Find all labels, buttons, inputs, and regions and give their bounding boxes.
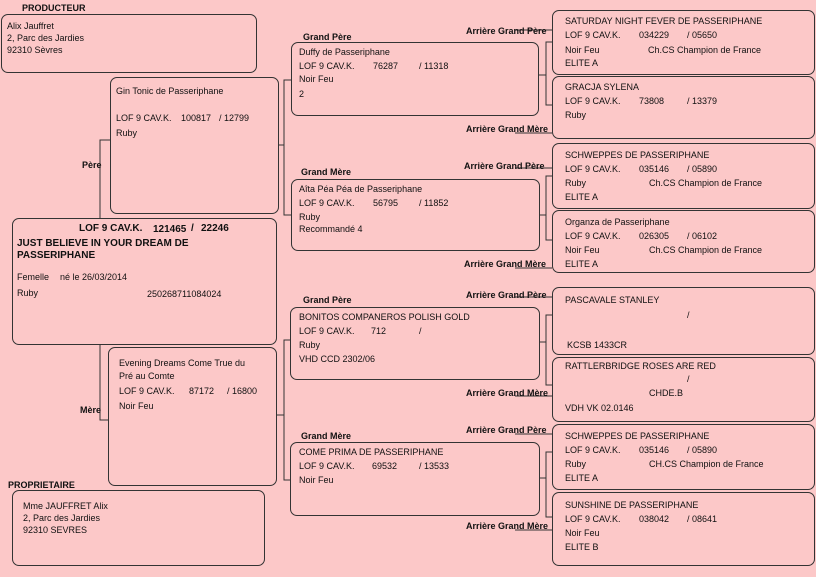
gp2-num1: 56795	[373, 198, 399, 208]
ggp1-label: Arrière Grand Père	[466, 26, 547, 36]
ggp2-label: Arrière Grand Mère	[466, 124, 549, 134]
gp3-box	[290, 307, 540, 380]
subject-sex: Femelle	[17, 272, 50, 282]
gp3-color: Ruby	[299, 340, 321, 350]
ggp7-num1: 035146	[639, 445, 670, 455]
mother-box	[108, 347, 277, 486]
subject-color: Ruby	[17, 288, 39, 298]
gp4-num1: 69532	[372, 461, 398, 471]
mother-name-2: Pré au Comte	[119, 371, 175, 381]
ggp4-name: Organza de Passeriphane	[565, 217, 670, 227]
gp4-name: COME PRIMA DE PASSERIPHANE	[299, 447, 444, 457]
mere-label: Mère	[80, 405, 102, 415]
ggp6-slash: /	[687, 374, 690, 384]
ggp3-color: Ruby	[565, 178, 587, 188]
gp1-num1: 76287	[373, 61, 399, 71]
ggp8-label: Arrière Grand Mère	[466, 521, 549, 531]
ggp3-extra: ELITE A	[565, 192, 599, 202]
owner-city: 92310 SEVRES	[23, 525, 88, 535]
ggp3-box	[552, 143, 815, 209]
gp3-num2: /	[419, 326, 422, 336]
ggp3-name: SCHWEPPES DE PASSERIPHANE	[565, 150, 710, 160]
father-num2: / 12799	[219, 113, 250, 123]
subject-num1: 121465	[153, 224, 187, 235]
ggp8-box	[552, 492, 815, 566]
owner-box	[12, 490, 265, 566]
owner-street: 2, Parc des Jardies	[23, 513, 101, 523]
ggp7-box	[552, 424, 815, 490]
ggp8-lof: LOF 9 CAV.K.	[565, 514, 621, 524]
ggp4-color: Noir Feu	[565, 245, 600, 255]
subject-sep: /	[191, 223, 194, 234]
ggp4-label: Arrière Grand Mère	[464, 259, 547, 269]
gp4-num2: / 13533	[419, 461, 450, 471]
ggp2-name: GRACJA SYLENA	[565, 82, 640, 92]
ggp3-title: Ch.CS Champion de France	[649, 178, 763, 188]
ggp2-num1: 73808	[639, 96, 665, 106]
gp2-name: Aîta Péa Péa de Passeriphane	[299, 184, 423, 194]
gp1-label: Grand Père	[303, 32, 352, 42]
subject-birthdate: 26/03/2014	[82, 272, 128, 282]
ggp1-box	[552, 10, 815, 75]
gp3-name: BONITOS COMPANEROS POLISH GOLD	[299, 312, 470, 322]
ggp3-label: Arrière Grand Père	[464, 161, 545, 171]
ggp7-name: SCHWEPPES DE PASSERIPHANE	[565, 431, 710, 441]
producer-box	[1, 14, 257, 73]
ggp2-box	[552, 76, 815, 139]
mother-name-1: Evening Dreams Come True du	[119, 358, 246, 368]
ggp1-extra: ELITE A	[565, 58, 599, 68]
ggp1-num1: 034229	[639, 30, 670, 40]
ggp5-name: PASCAVALE STANLEY	[565, 295, 660, 305]
ggp7-num2: / 05890	[687, 445, 718, 455]
ggp5-extra: KCSB 1433CR	[567, 340, 628, 350]
gp1-extra: 2	[299, 89, 305, 99]
subject-box	[12, 218, 277, 345]
ggp6-label: Arrière Grand Mère	[466, 388, 549, 398]
gp2-color: Ruby	[299, 212, 321, 222]
gp3-num1: 712	[371, 326, 387, 336]
subject-num2: 22246	[201, 223, 229, 234]
ggp1-lof: LOF 9 CAV.K.	[565, 30, 621, 40]
ggp8-extra: ELITE B	[565, 542, 599, 552]
father-num1: 100817	[181, 113, 212, 123]
ggp5-box	[552, 287, 815, 355]
father-color: Ruby	[116, 128, 138, 138]
father-name: Gin Tonic de Passeriphane	[116, 86, 224, 96]
mother-num2: / 16800	[227, 386, 258, 396]
gp2-lof: LOF 9 CAV.K.	[299, 198, 355, 208]
ggp8-num1: 038042	[639, 514, 670, 524]
producer-name: Alix Jauffret	[7, 21, 54, 31]
gp3-label: Grand Père	[303, 295, 352, 305]
ggp1-num2: / 05650	[687, 30, 718, 40]
owner-heading: PROPRIETAIRE	[8, 480, 75, 490]
subject-name-2: PASSERIPHANE	[17, 250, 96, 261]
gp2-box	[291, 179, 540, 251]
ggp2-color: Ruby	[565, 110, 587, 120]
ggp1-title: Ch.CS Champion de France	[648, 45, 762, 55]
gp1-box	[291, 42, 539, 116]
mother-lof: LOF 9 CAV.K.	[119, 386, 175, 396]
ggp2-num2: / 13379	[687, 96, 718, 106]
owner-name: Mme JAUFFRET Alix	[23, 501, 108, 511]
ggp7-lof: LOF 9 CAV.K.	[565, 445, 621, 455]
gp2-num2: / 11852	[419, 198, 449, 208]
ggp6-box	[552, 357, 815, 422]
producer-street: 2, Parc des Jardies	[7, 33, 85, 43]
gp1-num2: / 11318	[419, 61, 449, 71]
father-box	[110, 77, 279, 214]
ggp8-color: Noir Feu	[565, 528, 600, 538]
father-lof: LOF 9 CAV.K.	[116, 113, 172, 123]
gp2-extra: Recommandé 4	[299, 224, 363, 234]
ggp7-extra: ELITE A	[565, 473, 599, 483]
ggp7-color: Ruby	[565, 459, 587, 469]
ggp4-extra: ELITE A	[565, 259, 599, 269]
subject-chip: 250268711084024	[147, 289, 222, 299]
gp3-lof: LOF 9 CAV.K.	[299, 326, 355, 336]
ggp6-extra: VDH VK 02.0146	[565, 403, 634, 413]
ggp6-name: RATTLERBRIDGE ROSES ARE RED	[565, 361, 716, 371]
ggp4-title: Ch.CS Champion de France	[649, 245, 763, 255]
ggp7-title: CH.CS Champion de France	[649, 459, 764, 469]
ggp4-num2: / 06102	[687, 231, 718, 241]
ggp1-name: SATURDAY NIGHT FEVER DE PASSERIPHANE	[565, 16, 763, 26]
gp4-lof: LOF 9 CAV.K.	[299, 461, 355, 471]
ggp8-num2: / 08641	[687, 514, 718, 524]
ggp7-label: Arrière Grand Père	[466, 425, 547, 435]
gp1-name: Duffy de Passeriphane	[299, 47, 390, 57]
gp4-box	[290, 442, 540, 516]
gp1-color: Noir Feu	[299, 74, 334, 84]
producer-heading: PRODUCTEUR	[22, 3, 86, 13]
ggp4-num1: 026305	[639, 231, 670, 241]
gp1-lof: LOF 9 CAV.K.	[299, 61, 355, 71]
ggp2-lof: LOF 9 CAV.K.	[565, 96, 621, 106]
ggp1-color: Noir Feu	[565, 45, 600, 55]
ggp3-num1: 035146	[639, 164, 670, 174]
subject-born-label: né le	[60, 272, 80, 282]
producer-city: 92310 Sèvres	[7, 45, 63, 55]
ggp4-lof: LOF 9 CAV.K.	[565, 231, 621, 241]
gp4-color: Noir Feu	[299, 475, 334, 485]
pere-label: Père	[82, 160, 102, 170]
ggp3-num2: / 05890	[687, 164, 718, 174]
gp4-label: Grand Mère	[301, 431, 352, 441]
gp2-label: Grand Mère	[301, 167, 352, 177]
ggp3-lof: LOF 9 CAV.K.	[565, 164, 621, 174]
ggp6-title: CHDE.B	[649, 388, 684, 398]
ggp5-slash: /	[687, 310, 690, 320]
ggp8-name: SUNSHINE DE PASSERIPHANE	[565, 500, 699, 510]
mother-num1: 87172	[189, 386, 215, 396]
subject-name-1: JUST BELIEVE IN YOUR DREAM DE	[17, 238, 189, 249]
ggp5-label: Arrière Grand Père	[466, 290, 547, 300]
ggp4-box	[552, 210, 815, 273]
mother-color: Noir Feu	[119, 401, 154, 411]
gp3-extra: VHD CCD 2302/06	[299, 354, 376, 364]
subject-lof: LOF 9 CAV.K.	[79, 223, 143, 234]
